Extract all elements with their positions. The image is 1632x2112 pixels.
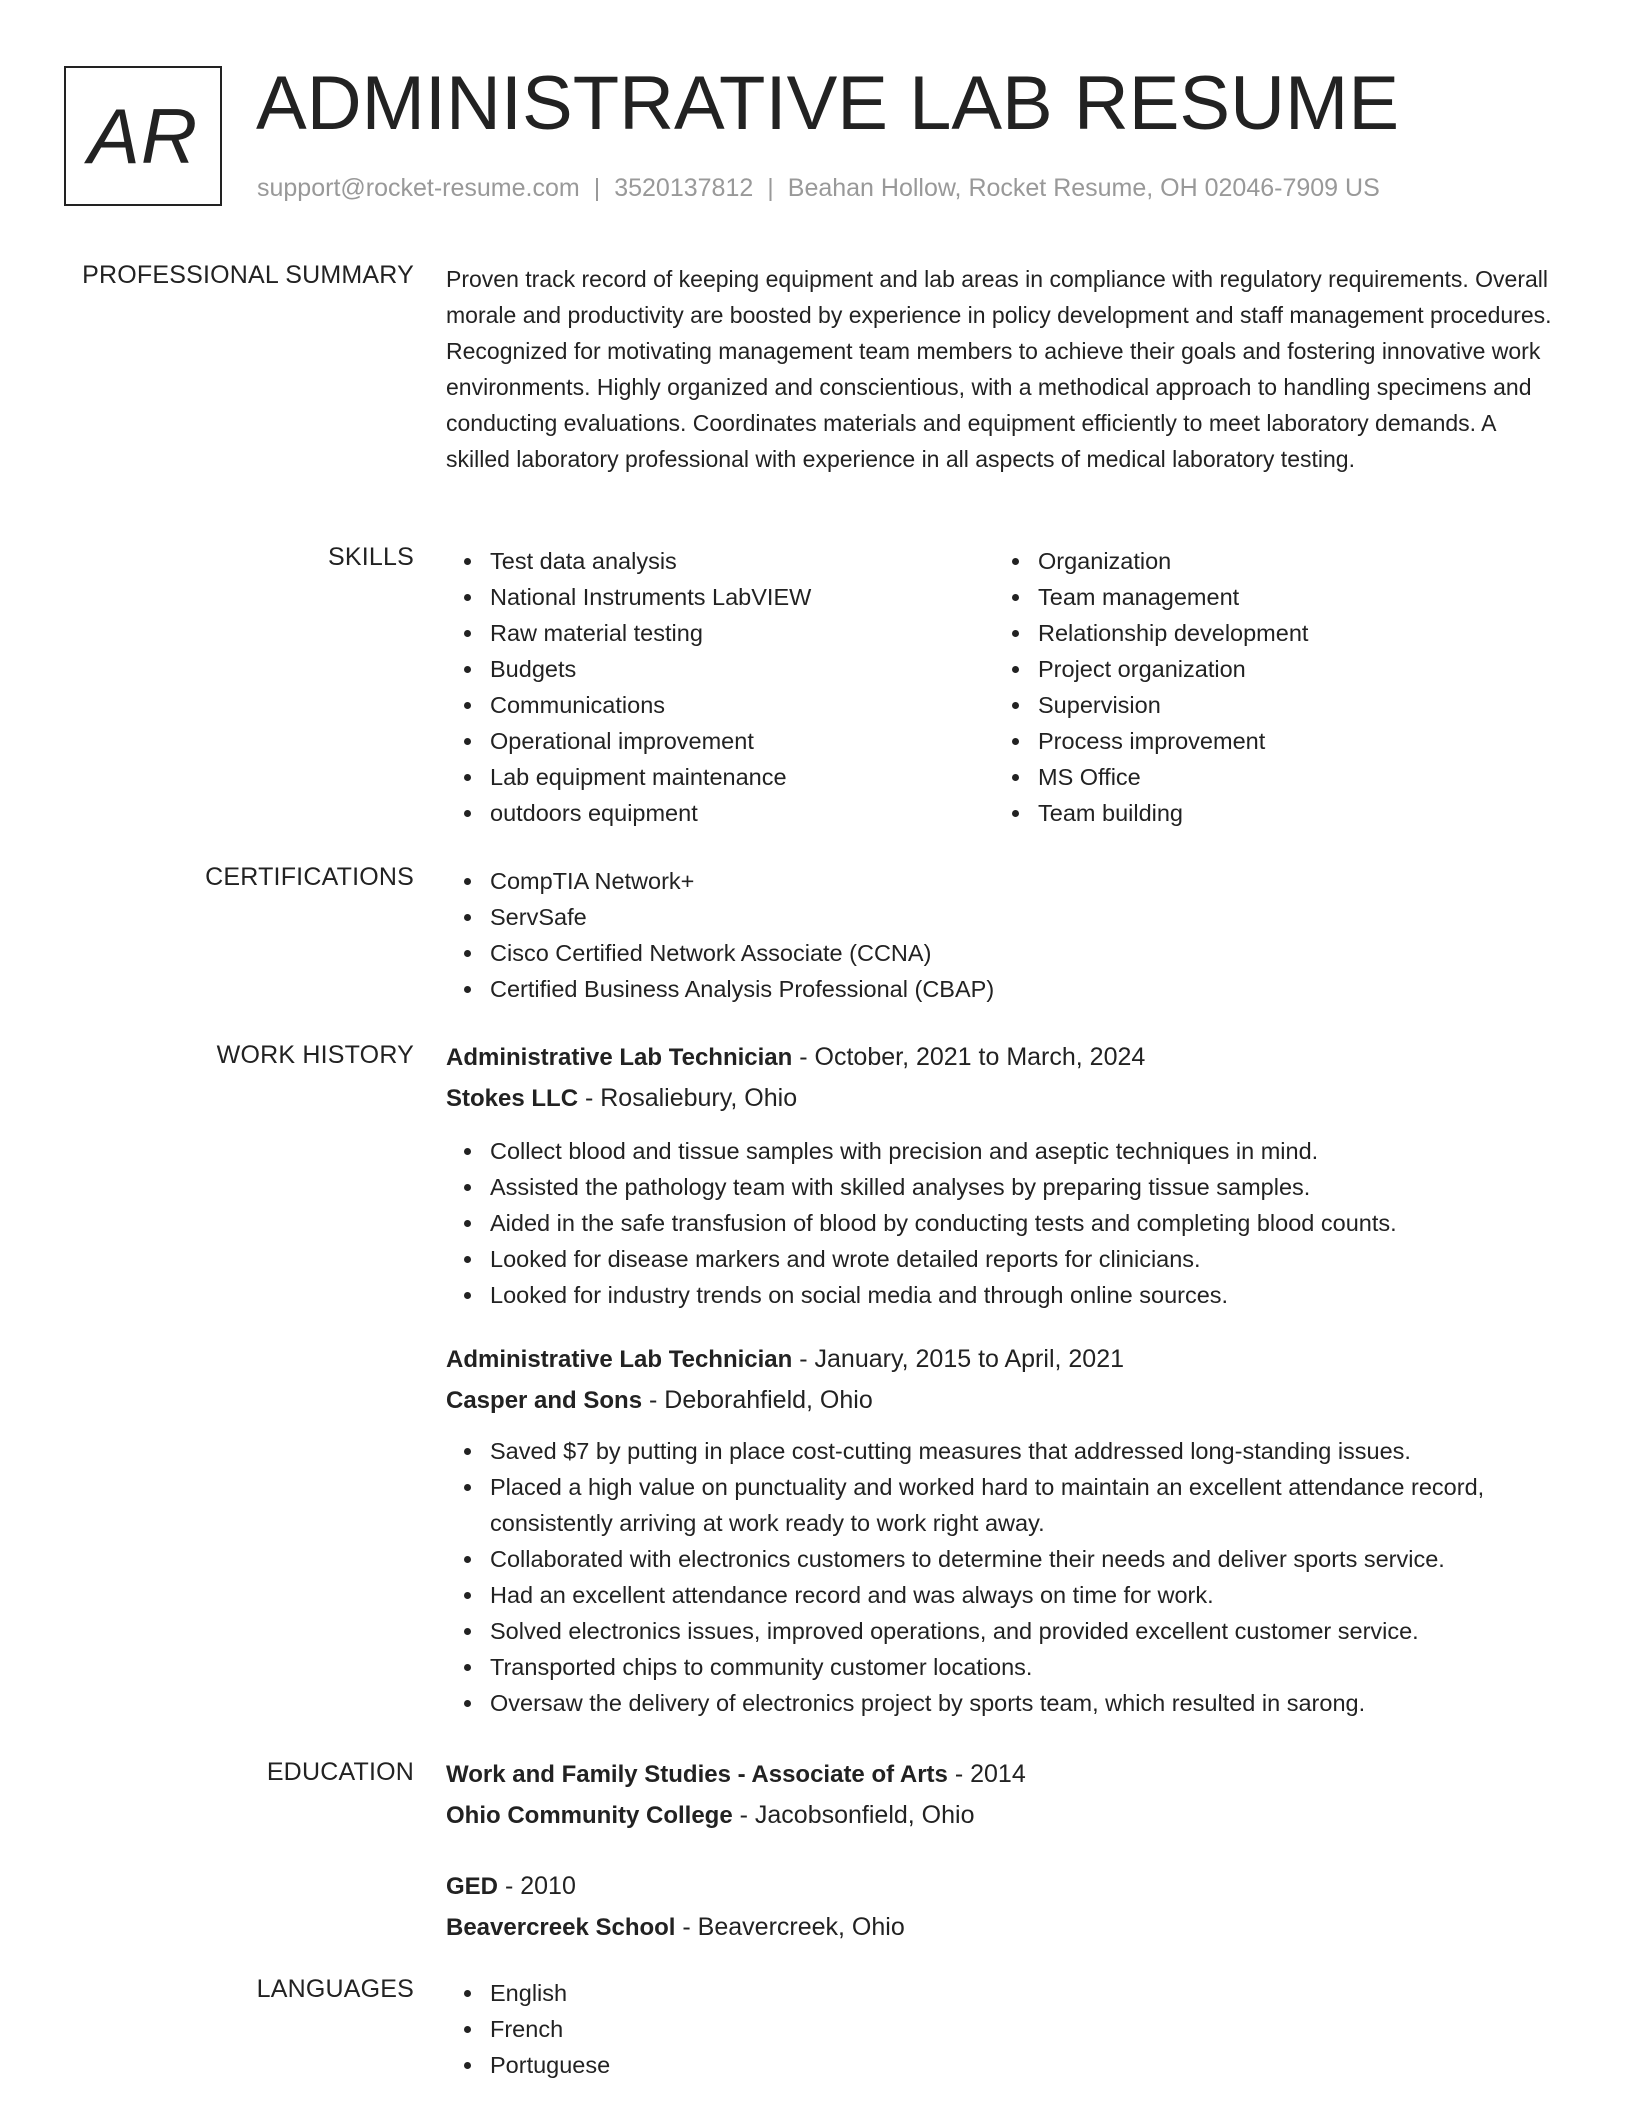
section-label-work-history: WORK HISTORY: [216, 1041, 414, 1069]
education-year: - 2010: [498, 1872, 576, 1900]
section-label-education: EDUCATION: [266, 1758, 414, 1786]
list-item: Aided in the safe transfusion of blood by conducting tests and completing blood counts.: [446, 1205, 1562, 1241]
list-item: Team building: [994, 795, 1542, 831]
education-location: - Beavercreek, Ohio: [675, 1913, 905, 1941]
skills-list-right: [994, 543, 1542, 831]
education-year: - 2014: [947, 1760, 1026, 1788]
monogram-logo: AR: [64, 66, 222, 206]
job-company-line: [446, 1380, 1562, 1421]
list-item: ServSafe: [446, 899, 1562, 935]
list-item: Collect blood and tissue samples with precision and aseptic techniques in mind.: [446, 1133, 1562, 1169]
list-item: Looked for disease markers and wrote detailed reports for clinicians.: [446, 1241, 1562, 1277]
list-item: English: [446, 1975, 1562, 2011]
list-item: Had an excellent attendance record and was always on time for work.: [446, 1577, 1562, 1613]
job-company-line: [446, 1078, 1562, 1119]
education-degree-line: [446, 1866, 1562, 1907]
list-item: Project organization: [994, 651, 1542, 687]
contact-phone: 3520137812: [614, 174, 754, 202]
skills-list-left: [446, 543, 994, 831]
list-item: Lab equipment maintenance: [446, 759, 994, 795]
list-item: Test data analysis: [446, 543, 994, 579]
job-title: Administrative Lab Technician: [446, 1346, 793, 1373]
list-item: French: [446, 2011, 1562, 2047]
list-item: Looked for industry trends on social media and through online sources.: [446, 1277, 1562, 1313]
job-dates: - October, 2021 to March, 2024: [792, 1043, 1146, 1071]
education-entry: [446, 1866, 1562, 1948]
contact-line: [257, 174, 1380, 203]
list-item: Organization: [994, 543, 1542, 579]
list-item: Certified Business Analysis Professional (CBAP): [446, 971, 1562, 1007]
resume-title: ADMINISTRATIVE LAB RESUME: [256, 61, 1400, 146]
list-item: Transported chips to community customer locations.: [446, 1649, 1562, 1685]
resume-header: [64, 61, 1568, 216]
education-entry: [446, 1754, 1562, 1836]
separator: |: [593, 174, 601, 202]
list-item: Collaborated with electronics customers to determine their needs and deliver sports service.: [446, 1541, 1562, 1577]
education-degree-line: [446, 1754, 1562, 1795]
list-item: Communications: [446, 687, 994, 723]
job-bullets: [446, 1133, 1562, 1313]
job-location: - Rosaliebury, Ohio: [578, 1084, 798, 1112]
list-item: Cisco Certified Network Associate (CCNA): [446, 935, 1562, 971]
section-label-languages: LANGUAGES: [256, 1975, 414, 2003]
languages-list: [446, 1975, 1562, 2083]
job-dates: - January, 2015 to April, 2021: [792, 1345, 1125, 1373]
job-title: Administrative Lab Technician: [446, 1044, 793, 1071]
list-item: Budgets: [446, 651, 994, 687]
list-item: Process improvement: [994, 723, 1542, 759]
list-item: Relationship development: [994, 615, 1542, 651]
list-item: Supervision: [994, 687, 1542, 723]
list-item: National Instruments LabVIEW: [446, 579, 994, 615]
section-label-summary: PROFESSIONAL SUMMARY: [82, 261, 414, 289]
job-entry: [446, 1339, 1562, 1721]
job-title-line: [446, 1037, 1562, 1078]
list-item: Raw material testing: [446, 615, 994, 651]
list-item: Portuguese: [446, 2047, 1562, 2083]
job-company: Casper and Sons: [446, 1387, 643, 1414]
education-school-line: [446, 1907, 1562, 1948]
list-item: Oversaw the delivery of electronics project by sports team, which resulted in sarong.: [446, 1685, 1562, 1721]
education-school: Ohio Community College: [446, 1802, 733, 1829]
list-item: outdoors equipment: [446, 795, 994, 831]
list-item: Saved $7 by putting in place cost-cutting measures that addressed long-standing issues.: [446, 1433, 1562, 1469]
list-item: Solved electronics issues, improved operations, and provided excellent customer service.: [446, 1613, 1562, 1649]
list-item: MS Office: [994, 759, 1542, 795]
job-location: - Deborahfield, Ohio: [642, 1386, 873, 1414]
job-bullets: [446, 1433, 1562, 1721]
job-company: Stokes LLC: [446, 1085, 579, 1112]
list-item: Assisted the pathology team with skilled analyses by preparing tissue samples.: [446, 1169, 1562, 1205]
education-school: Beavercreek School: [446, 1914, 676, 1941]
education-location: - Jacobsonfield, Ohio: [732, 1801, 975, 1829]
job-entry: [446, 1037, 1562, 1313]
list-item: Team management: [994, 579, 1542, 615]
education-degree: GED: [446, 1873, 499, 1900]
section-label-skills: SKILLS: [328, 543, 414, 571]
list-item: Placed a high value on punctuality and worked hard to maintain an excellent attendance record, consistently arriving at work ready to work right away.: [446, 1469, 1562, 1541]
section-label-certifications: CERTIFICATIONS: [205, 863, 414, 891]
contact-email: support@rocket-resume.com: [257, 174, 580, 202]
separator: |: [767, 174, 774, 202]
contact-address: Beahan Hollow, Rocket Resume, OH 02046-7909 US: [787, 174, 1380, 202]
list-item: Operational improvement: [446, 723, 994, 759]
job-title-line: [446, 1339, 1562, 1380]
certifications-list: [446, 863, 1562, 1007]
summary-text: Proven track record of keeping equipment and lab areas in compliance with regulatory requirements. Overall morale and productivity are boosted by experience in policy development and staff management procedures. Recognized for motivating management team members to achieve their goals and fostering innovative work environments. Highly organized and conscientious, with a methodical approach to handling specimens and conducting evaluations. Coordinates materials and equipment efficiently to meet laboratory demands. A skilled laboratory professional with experience in all aspects of medical laboratory testing.: [446, 266, 1552, 472]
education-degree: Work and Family Studies - Associate of Arts: [446, 1761, 948, 1788]
list-item: CompTIA Network+: [446, 863, 1562, 899]
education-school-line: [446, 1795, 1562, 1836]
